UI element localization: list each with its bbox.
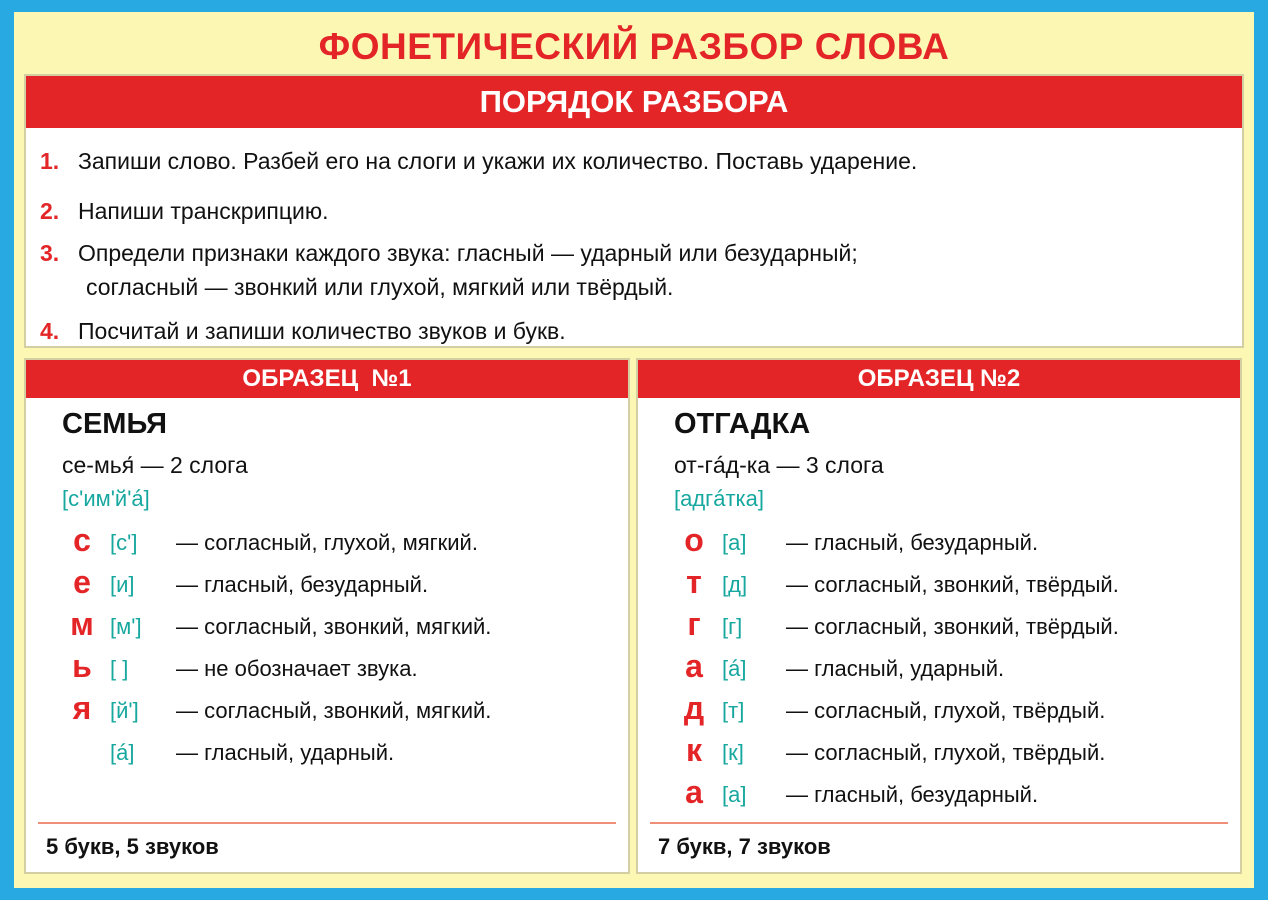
letter: а — [685, 648, 703, 684]
poster — [14, 12, 1254, 888]
sound-description: — согласный, звонкий, мягкий. — [176, 698, 492, 723]
sound-description: — согласный, глухой, твёрдый. — [786, 740, 1106, 765]
letter: е — [73, 564, 91, 600]
sample-header: ОБРАЗЕЦ №2 — [638, 360, 1240, 398]
sound-description: — гласный, ударный. — [786, 656, 1005, 681]
letter: я — [72, 690, 92, 726]
sound: [ ] — [110, 656, 129, 681]
sound: [м'] — [110, 614, 142, 639]
sound: [á] — [110, 740, 135, 765]
sound: [á] — [722, 656, 747, 681]
syllable-split: от-гáд-ка — 3 слога — [674, 452, 884, 478]
sample-card-1 — [24, 358, 630, 874]
sound: [д] — [722, 572, 748, 597]
letter: г — [687, 606, 701, 642]
divider — [38, 822, 616, 824]
transcription: [адгáтка] — [674, 486, 764, 511]
step-item — [40, 144, 1232, 178]
steps-list — [40, 144, 1232, 348]
divider — [650, 822, 1228, 824]
letter: а — [685, 774, 703, 810]
letter: о — [684, 522, 704, 558]
sound-description: — гласный, ударный. — [176, 740, 395, 765]
letter-sound-count: 7 букв, 7 звуков — [658, 834, 831, 859]
sound-description: — согласный, звонкий, твёрдый. — [786, 572, 1119, 597]
sound: [и] — [110, 572, 135, 597]
order-header: ПОРЯДОК РАЗБОРА — [26, 76, 1242, 128]
page-title: ФОНЕТИЧЕСКИЙ РАЗБОР СЛОВА — [318, 26, 950, 67]
sound: [г] — [722, 614, 743, 639]
sound: [й'] — [110, 698, 139, 723]
step-item — [40, 314, 1232, 348]
order-panel — [24, 74, 1244, 348]
step-text: Посчитай и запиши количество звуков и букв. — [78, 318, 566, 344]
transcription: [с'им'й'á] — [62, 486, 150, 511]
sound: [к] — [722, 740, 744, 765]
sound-description: — согласный, звонкий, мягкий. — [176, 614, 492, 639]
sound-description: — гласный, безударный. — [176, 572, 429, 597]
sound-description: — гласный, безударный. — [786, 530, 1039, 555]
letter-sound-count: 5 букв, 5 звуков — [46, 834, 219, 859]
letter: т — [686, 564, 702, 600]
syllable-split: се-мья́ — 2 слога — [62, 452, 248, 478]
step-number: 3. — [40, 240, 60, 266]
sample-word: ОТГАДКА — [674, 408, 811, 440]
step-item — [40, 236, 1232, 304]
step-text: Напиши транскрипцию. — [78, 198, 329, 224]
sound: [т] — [722, 698, 745, 723]
sample-card-2 — [636, 358, 1242, 874]
letter: д — [683, 690, 705, 726]
step-text-continuation: согласный — звонкий или глухой, мягкий или твёрдый. — [86, 274, 674, 300]
step-item — [40, 194, 1232, 228]
sound-description: — не обозначает звука. — [176, 656, 418, 681]
sample-header: ОБРАЗЕЦ №1 — [26, 360, 628, 398]
letter: ь — [72, 648, 92, 684]
sound-description: — согласный, глухой, твёрдый. — [786, 698, 1106, 723]
sample-word: СЕМЬЯ — [62, 408, 168, 440]
step-number: 1. — [40, 148, 60, 174]
letter: м — [70, 606, 94, 642]
sound: [а] — [722, 782, 747, 807]
step-text: Запиши слово. Разбей его на слоги и укажи их количество. Поставь ударение. — [78, 148, 918, 174]
step-number: 2. — [40, 198, 60, 224]
sound: [а] — [722, 530, 747, 555]
sound: [с'] — [110, 530, 138, 555]
sound-description: — гласный, безударный. — [786, 782, 1039, 807]
sound-description: — согласный, глухой, мягкий. — [176, 530, 478, 555]
sound-description: — согласный, звонкий, твёрдый. — [786, 614, 1119, 639]
letter: с — [73, 522, 91, 558]
letter: к — [685, 732, 702, 768]
step-text: Определи признаки каждого звука: гласный — ударный или безударный; — [78, 240, 858, 266]
step-number: 4. — [40, 318, 60, 344]
